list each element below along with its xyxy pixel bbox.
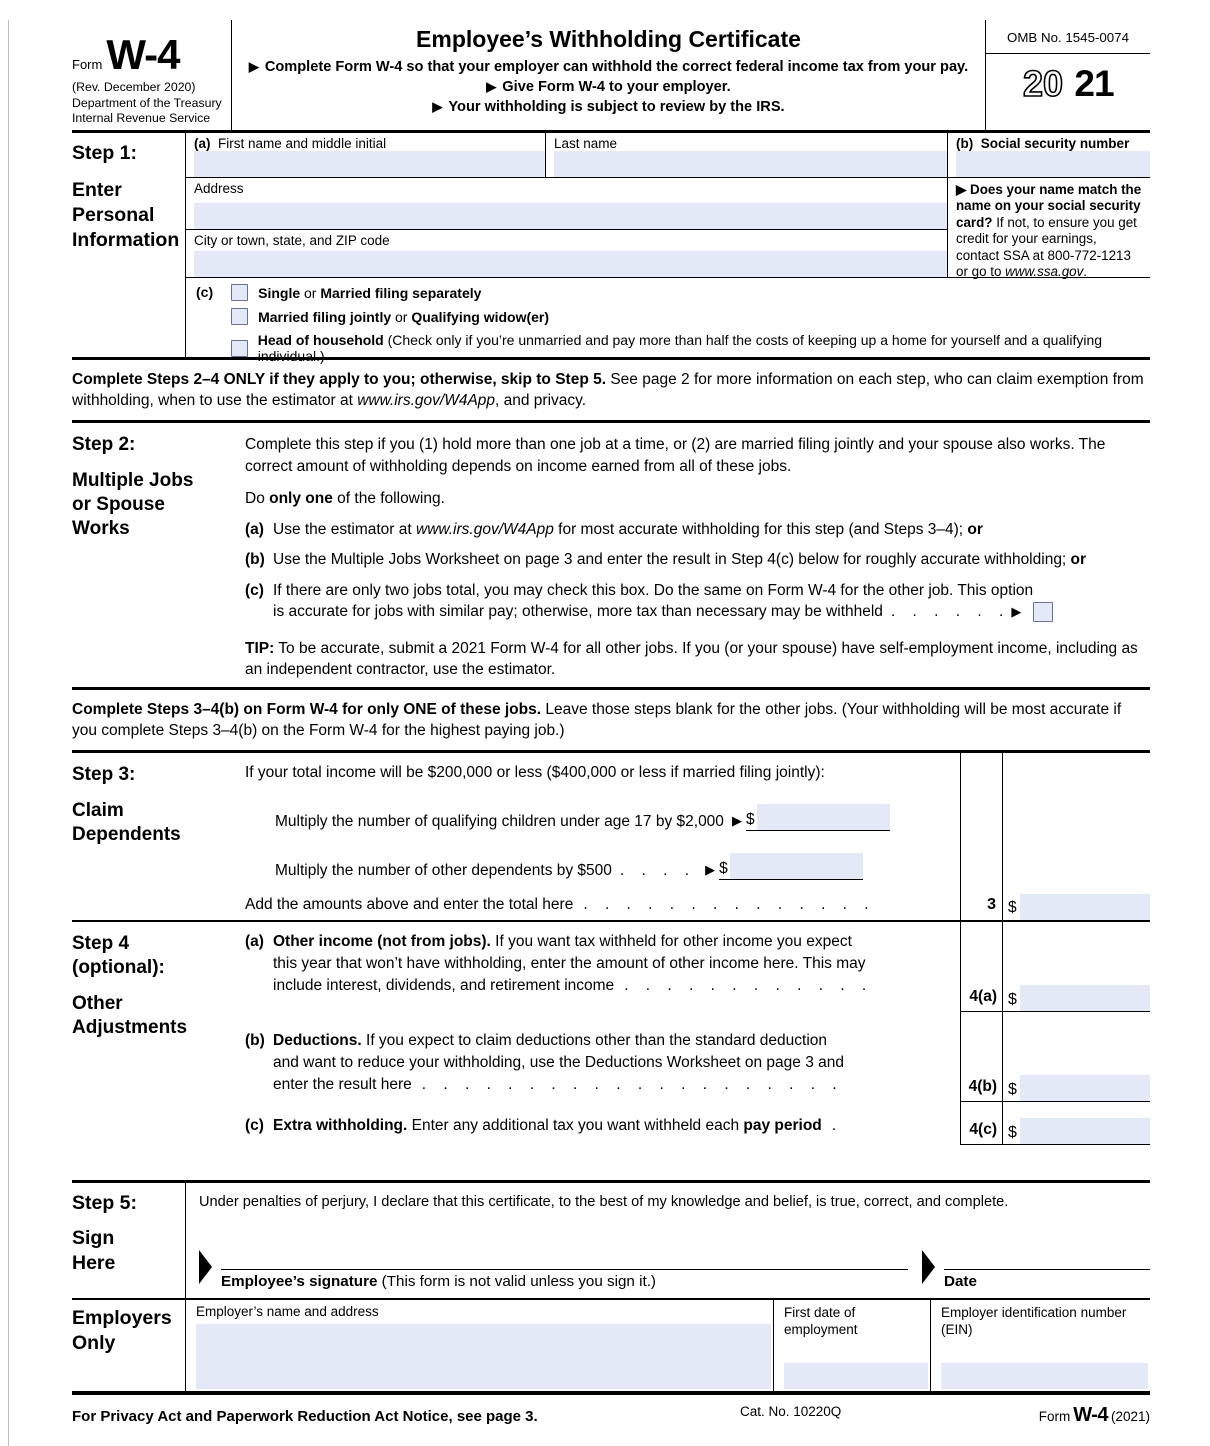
signature-row [199, 1250, 1150, 1290]
treasury-dept: Department of the Treasury [72, 95, 222, 110]
omb-divider [986, 53, 1150, 54]
step3-content [245, 753, 960, 920]
step4b-dot-leader: . . . . . . . . . . . . . . . . . . . . [421, 1076, 837, 1093]
field-a-prefix: (a) [194, 136, 211, 151]
form-identity-block [72, 20, 232, 130]
address-cell [186, 178, 947, 230]
dependents-amount-input[interactable] [730, 853, 863, 879]
employer-name-input[interactable] [196, 1324, 771, 1389]
step2-option-c [245, 580, 1150, 623]
step3-row-number: 3 [960, 753, 1002, 920]
step3-label: Step 3: [72, 764, 136, 785]
footer-form-year: (2021) [1110, 1409, 1150, 1424]
year-outline-digits [1022, 64, 1074, 102]
field-b-prefix: (b) [956, 136, 974, 151]
option-a-or: or [967, 520, 983, 538]
step5-sublabel: Sign Here [72, 1227, 116, 1274]
step1-fields [185, 133, 1150, 364]
step3-sublabel: Claim Dependents [72, 800, 181, 845]
step4a-bold: Other income (not from jobs). [273, 933, 491, 950]
header-instruction-2 [232, 77, 985, 97]
arrow-right-icon: ▶ [248, 59, 259, 74]
step4a-label: (a) [245, 933, 264, 950]
first-name-label: First name and middle initial [218, 136, 387, 151]
filing3-bold: Head of household [257, 332, 384, 348]
step3-dependents-line [275, 853, 952, 880]
option-a-label: (a) [245, 520, 264, 538]
footer-form-word: Form [1038, 1409, 1071, 1424]
step4-label-block [72, 922, 245, 1180]
page-footer [72, 1395, 1150, 1427]
step1-section [72, 133, 1150, 364]
filing-status-group [186, 278, 1150, 371]
note2-text: Leave those steps blank for the other jobs. (Your withholding will be most accurate if you complete Steps 3–4(b) on the Form W-4 for the highest paying job.) [72, 701, 1122, 739]
dependents-dot-leader: . . . . [619, 862, 690, 879]
last-name-cell [545, 133, 947, 177]
step4b-line3: enter the result here [273, 1076, 412, 1093]
perjury-declaration: Under penalties of perjury, I declare that this certificate, to the best of my knowledge and belief, is true, correct, and complete. [199, 1194, 1009, 1210]
ein-input[interactable] [941, 1363, 1148, 1389]
header-instruction-3-text: Your withholding is subject to review by the IRS. [448, 99, 785, 115]
ssa-note-bold: Does your name match the name on your social security card? [956, 182, 1142, 230]
filing-option-married-jointly [231, 308, 1150, 325]
step4a-dot-leader: . . . . . . . . . . . . [624, 977, 867, 994]
step3-intro: If your total income will be $200,000 or less ($400,000 or less if married filing jointly): [245, 764, 825, 781]
last-name-input[interactable] [554, 151, 947, 177]
step4c-bold2: pay period [743, 1117, 822, 1134]
filing2-bold2: Qualifying widow(er) [411, 308, 550, 325]
arrow-right-icon: ▶ [486, 79, 497, 94]
line3-amount-input[interactable] [1020, 894, 1150, 920]
step4b-bold: Deductions. [273, 1032, 362, 1049]
step4b-amount-input[interactable] [1020, 1075, 1150, 1101]
step4c-text: Enter any additional tax you want withheld each [407, 1117, 744, 1134]
total-dot-leader: . . . . . . . . . . . . . . [583, 896, 869, 913]
irs-name: Internal Revenue Service [72, 111, 211, 125]
step4a-line2: this year that won’t have withholding, enter the amount of other income here. This may [273, 955, 866, 972]
arrow-right-icon: ▶ [956, 182, 967, 197]
steps-3-4b-note [72, 690, 1150, 753]
filing2-bold1: Married filing jointly [258, 308, 392, 325]
step4-amount-column [1002, 922, 1150, 1180]
option-b-label: (b) [245, 551, 265, 568]
city-cell [186, 230, 947, 277]
step4a-row-number: 4(a) [960, 922, 1002, 1012]
step5-label-block [72, 1183, 185, 1298]
step2-do-line [245, 488, 1150, 510]
arrow-right-icon: ▶ [731, 813, 742, 828]
tip-text: To be accurate, submit a 2021 Form W-4 for all other jobs. If you (or your spouse) have self-employment income, including as an independent contractor, use the estimator. [245, 639, 1138, 678]
step4b-line2: and want to reduce your withholding, use the Deductions Worksheet on page 3 and [273, 1054, 845, 1071]
ssa-note-text: If not, to ensure you get credit for your earnings, contact SSA at 800-772-1213 or go to [956, 214, 1137, 280]
ssa-url: www.ssa.gov [1005, 264, 1084, 280]
step2-tip [245, 638, 1150, 681]
children-amount-input[interactable] [757, 804, 890, 830]
step4b-label: (b) [245, 1032, 265, 1049]
filing1-bold1: Single [258, 284, 301, 301]
two-jobs-checkbox[interactable] [1033, 602, 1053, 622]
arrow-right-icon: ▶ [1011, 604, 1022, 619]
step4a-line1: If you want tax withheld for other income you expect [490, 933, 852, 950]
step3-section [72, 753, 1150, 922]
do-bold: only one [269, 490, 333, 507]
employers-only-section [72, 1300, 1150, 1395]
step2-sublabel: Multiple Jobs or Spouse Works [72, 470, 194, 539]
signature-label-note: (This form is not valid unless you sign it.) [377, 1273, 656, 1290]
step4a-amount-input[interactable] [1020, 985, 1150, 1011]
ein-label: Employer identification number (EIN) [941, 1305, 1127, 1337]
last-name-label: Last name [554, 136, 618, 151]
note1-text: See page 2 for more information on each step, who can claim exemption from withholding, when to use the estimator at [72, 371, 1144, 409]
signature-arrow-icon [199, 1250, 212, 1284]
step4a-line3: include interest, dividends, and retirement income [273, 977, 615, 994]
step3-label-block [72, 753, 245, 920]
dollar-sign: $ [719, 860, 728, 877]
dependents-text: Multiply the number of other dependents by $500 [275, 862, 612, 879]
option-a-text1: Use the estimator at [273, 520, 417, 538]
step1-sublabel: Enter Personal Information [72, 179, 180, 251]
married-jointly-checkbox[interactable] [231, 308, 248, 325]
step4c-dot-leader: . [831, 1117, 837, 1134]
omb-year-block [985, 20, 1150, 130]
step2-option-a [245, 519, 1150, 541]
catalog-number: Cat. No. 10220Q [740, 1404, 842, 1419]
employers-only-label: Employers Only [72, 1307, 172, 1354]
note2-bold: Complete Steps 3–4(b) on Form W-4 for only ONE of these jobs. [72, 701, 542, 718]
step2-content [245, 423, 1150, 687]
total-text: Add the amounts above and enter the total here [245, 896, 574, 913]
note1-end: , and privacy. [495, 392, 587, 409]
omb-number: OMB No. 1545-0074 [1007, 30, 1129, 45]
header-instruction-1-text: Complete Form W-4 so that your employer can withhold the correct federal income tax from your pay. [264, 59, 969, 75]
filing2-or: or [391, 308, 412, 325]
step2-label-block [72, 423, 245, 687]
footer-form-id [1039, 1404, 1150, 1427]
step5-label: Step 5: [72, 1192, 138, 1214]
note1-bold: Complete Steps 2–4 ONLY if they apply to you; otherwise, skip to Step 5. [72, 371, 607, 388]
option-b-text: Use the Multiple Jobs Worksheet on page 3 and enter the result in Step 4(c) below for roughly accurate withholding; [273, 551, 1071, 568]
filing1-bold2: Married filing separately [320, 284, 482, 301]
date-arrow-icon [922, 1250, 935, 1284]
city-input[interactable] [194, 251, 947, 277]
step4c-row-number: 4(c) [960, 1102, 1002, 1145]
option-b-or: or [1070, 551, 1087, 568]
filing3-rest: (Check only if you’re unmarried and pay more than half the costs of keeping up a home for yourself and a qualifying individual.) [257, 332, 1103, 364]
form-header [72, 20, 1150, 133]
ein-cell [930, 1300, 1150, 1391]
tip-label: TIP: [245, 639, 275, 657]
step3-children-line [275, 804, 952, 831]
signature-label: Employee’s signature [221, 1273, 378, 1290]
ssn-cell [947, 133, 1150, 177]
first-name-cell [186, 133, 545, 177]
step4-content [245, 922, 960, 1180]
dollar-sign: $ [1008, 991, 1017, 1008]
option-c-line1: If there are only two jobs total, you may check this box. Do the same on Form W-4 for the other job. This option [273, 581, 1034, 599]
dollar-sign: $ [1008, 899, 1017, 916]
note1-url: www.irs.gov/W4App [357, 392, 496, 409]
date-label: Date [944, 1273, 977, 1290]
field-c-prefix: (c) [196, 284, 214, 300]
step4b-amount-cell [1002, 1012, 1150, 1102]
do-post: of the following. [332, 490, 445, 507]
address-input[interactable] [194, 203, 947, 229]
svg-text:20: 20 [1023, 64, 1064, 102]
step5-content [185, 1183, 1150, 1298]
step5-section [72, 1183, 1150, 1300]
step3-total-line [245, 896, 952, 914]
arrow-right-icon: ▶ [432, 99, 443, 114]
step4c-amount-input[interactable] [1020, 1118, 1150, 1144]
form-word: Form [72, 57, 103, 72]
do-pre: Do [245, 490, 270, 507]
step2-label: Step 2: [72, 434, 136, 455]
form-revision: (Rev. December 2020) [72, 80, 196, 94]
filing-option-head-of-household [231, 332, 1150, 364]
step4a-amount-cell [1002, 922, 1150, 1012]
address-label: Address [194, 181, 244, 196]
ssn-label: Social security number [980, 136, 1130, 151]
employer-name-label: Employer’s name and address [196, 1304, 379, 1319]
step4c-bold: Extra withholding. [273, 1117, 408, 1134]
option-c-line2: is accurate for jobs with similar pay; otherwise, more tax than necessary may be withheld [273, 603, 883, 620]
header-instruction-1 [232, 57, 985, 77]
form-title-block [232, 20, 985, 130]
dollar-sign: $ [745, 811, 755, 828]
filing1-or: or [300, 284, 321, 301]
year-bold-digits: 21 [1074, 63, 1114, 104]
ssa-note-period: . [1083, 264, 1088, 280]
footer-form-number: W-4 [1073, 1404, 1108, 1426]
employer-name-cell [185, 1300, 773, 1391]
arrow-right-icon: ▶ [705, 862, 716, 877]
children-text: Multiply the number of qualifying children under age 17 by $2,000 [275, 813, 724, 830]
first-employment-date-input[interactable] [784, 1363, 928, 1389]
step4-label: Step 4 (optional): [72, 933, 165, 978]
option-c-dot-leader: . . . . . . [890, 603, 1004, 620]
step4-section [72, 922, 1150, 1183]
step4-number-column [960, 922, 1002, 1180]
header-instruction-2-text: Give Form W-4 to your employer. [502, 79, 731, 95]
step2-intro: Complete this step if you (1) hold more than one job at a time, or (2) are married filing jointly and your spouse also works. The correct amount of withholding depends on income earned from all of these jobs. [245, 436, 1106, 475]
step4a-item [245, 922, 960, 1012]
dollar-sign: $ [1008, 1124, 1017, 1141]
step2-option-b [245, 549, 1150, 571]
step4c-label: (c) [245, 1117, 264, 1134]
step4b-line1: If you expect to claim deductions other than the standard deduction [361, 1032, 827, 1049]
privacy-act-notice: For Privacy Act and Paperwork Reduction Act Notice, see page 3. [72, 1408, 538, 1425]
steps-2-4-note [72, 360, 1150, 423]
first-name-input[interactable] [194, 151, 545, 177]
step3-amount-cell [1002, 753, 1150, 920]
form-title: Employee’s Withholding Certificate [416, 26, 801, 52]
filing-option-single [231, 284, 1150, 301]
header-instruction-3 [232, 97, 985, 117]
step4c-item [245, 1102, 960, 1145]
step4-sublabel: Other Adjustments [72, 993, 188, 1038]
w4-form-page [72, 20, 1150, 1427]
step4b-item [245, 1012, 960, 1102]
head-of-household-checkbox[interactable] [231, 340, 248, 357]
dollar-sign: $ [1008, 1081, 1017, 1098]
page-edge-line [8, 20, 9, 1446]
tax-year [986, 64, 1150, 102]
option-a-text2: for most accurate withholding for this step (and Steps 3–4); [553, 520, 968, 538]
city-label: City or town, state, and ZIP code [194, 233, 390, 248]
ssn-input[interactable] [956, 151, 1150, 177]
step4b-row-number: 4(b) [960, 1012, 1002, 1102]
option-c-label: (c) [245, 581, 264, 599]
step1-label: Step 1: [72, 142, 138, 164]
option-a-url: www.irs.gov/W4App [416, 520, 554, 538]
first-employment-date-label: First date of employment [784, 1305, 858, 1337]
step1-label-block [72, 133, 185, 357]
first-employment-date-cell [773, 1300, 930, 1391]
step2-section [72, 423, 1150, 690]
step4c-amount-cell [1002, 1102, 1150, 1145]
form-number: W-4 [106, 31, 180, 78]
single-checkbox[interactable] [231, 284, 248, 301]
ssa-note [947, 178, 1150, 280]
